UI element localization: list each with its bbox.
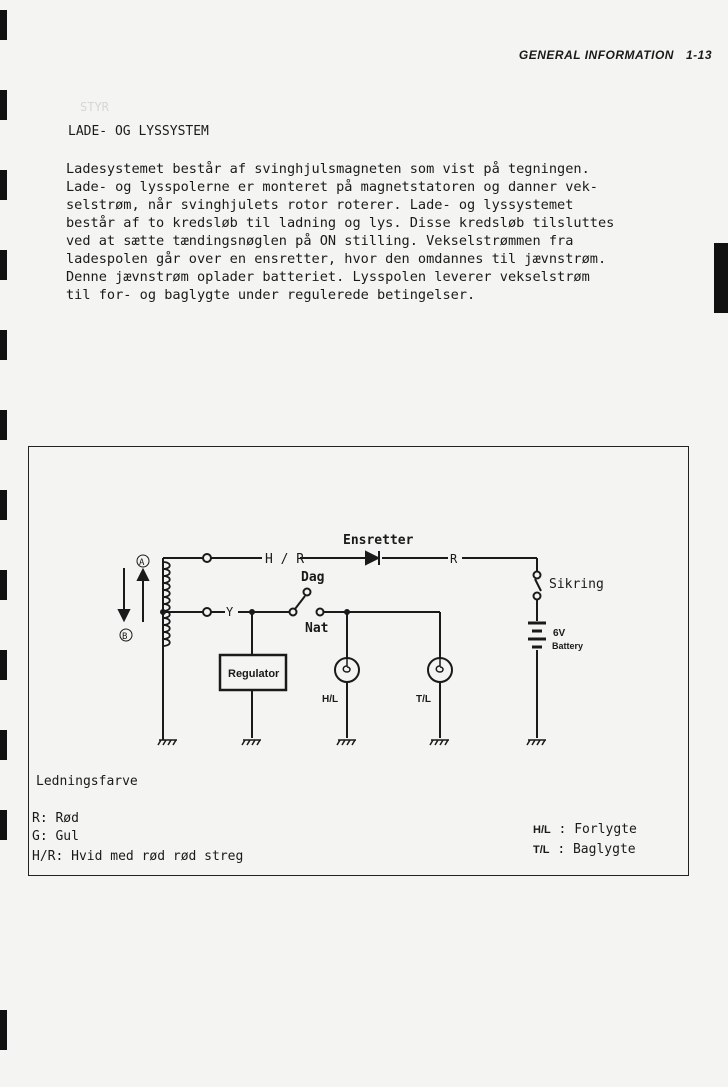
lamp-code: H/L [533,824,551,836]
battery-icon [528,623,546,738]
taillight-label: T/L [416,694,431,705]
body-line: Ladesystemet består af svinghjulsmagneten som vist på tegningen. [66,161,590,177]
night-label: Nat [305,621,329,636]
legend-color-hr: H/R: Hvid med rød rød streg [32,849,244,864]
lamp-code: T/L [533,844,550,856]
rectifier-label: Ensretter [343,533,414,548]
body-line: selstrøm, når svinghjulets rotor roterer. Lade- og lyssystemet [66,197,574,213]
label-a: A [139,558,145,568]
legend-color-r: R: Rød [32,811,79,826]
fuse-label: Sikring [549,577,604,592]
section-heading: LADE- OG LYSSYSTEM [68,124,209,139]
generator-coil [163,558,170,740]
legend-color-g: G: Gul [32,829,79,844]
section-title: GENERAL INFORMATION [518,48,674,62]
battery-voltage: 6V [553,628,566,639]
legend-title: Ledningsfarve [36,774,138,789]
lamp-name: Forlygte [574,822,637,837]
regulator-label: Regulator [228,668,280,680]
legend-lamp-tl [533,842,636,857]
day-label: Dag [301,570,325,585]
body-line: består af to kredsløb til ladning og lys. Disse kredsløb tilsluttes [66,215,615,231]
rectifier-diode-icon [366,551,379,565]
bleed-through-text: STYR [80,100,109,114]
headlight-lamp-icon [335,658,359,682]
lamp-sep: : [550,822,575,837]
wire-label-y: Y [226,605,234,619]
headlight-label: H/L [322,694,339,705]
taillight-lamp-icon [428,658,452,682]
body-line: ladespolen går over en ensretter, hvor den omdannes til jævnstrøm. [66,251,607,267]
day-night-switch-icon [290,589,441,739]
label-b: B [122,632,128,642]
lamp-name: Baglygte [572,842,636,857]
fuse-icon [534,572,542,622]
body-line: til for- og baglygte under regulerede betingelser. [66,287,476,303]
legend-lamp-hl [533,822,637,837]
charge-wire [163,554,537,571]
direction-arrows [119,568,148,622]
page-number: 1-13 [685,48,712,62]
battery-label: Battery [552,641,584,651]
wire-label-r: R [450,552,458,566]
lamp-sep: : [549,842,573,857]
ground-icons [158,740,546,745]
body-line: Lade- og lysspolerne er monteret på magnetstatoren og danner vek- [66,179,598,195]
wire-label-hr: H / R [265,552,305,567]
body-line: Denne jævnstrøm oplader batteriet. Lysspolen leverer vekselstrøm [66,269,590,285]
body-line: ved at sætte tændingsnøglen på ON stilling. Vekselstrømmen fra [66,233,574,249]
